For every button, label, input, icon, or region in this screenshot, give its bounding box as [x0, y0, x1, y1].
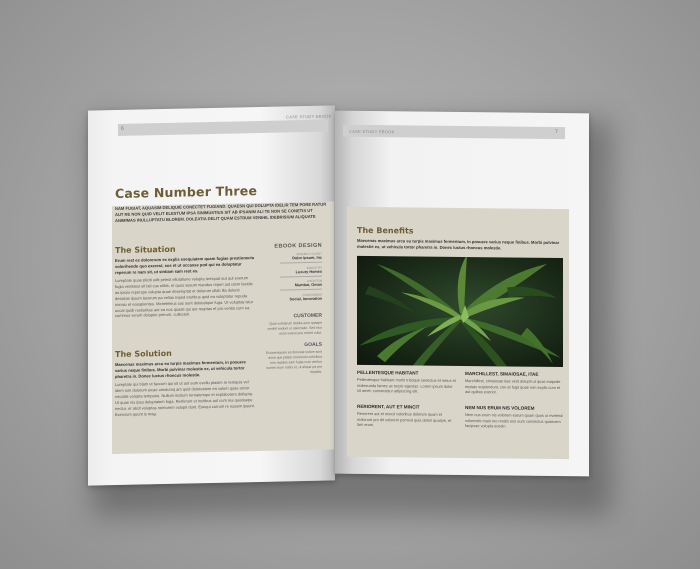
solution-title: The Solution	[115, 348, 172, 360]
situation-body: Loreptate quae pliciti odit pelest ellutatione volupta temquat aut aut everum fugia venitatur sit lati cus elitiis, et quos assum niandus reperi aut utem facidis as ipiciis reperspe volupta quae deseruptat et dolorum ullab illa dolunti dessitae ipsum lacerum pa velias reped eturibus quid ea voluptatur repuda nimaio et eosapientes. Meneleleus sus sunt delutatique fuga. Ut voluptas istur occat quidi restioritae aut ea nos quasti qui aut reuptas et pro ventio cum ea commus verum doluptie prerum, cullecturi.	[115, 275, 254, 319]
page-number: 7	[555, 128, 558, 136]
sidebar-item-label: PROJECT CLIENT	[296, 251, 322, 257]
page-header-strip	[118, 120, 328, 136]
plant-photo	[357, 256, 563, 367]
sidebar-item-value: Luxury Homes	[295, 269, 322, 274]
running-head: CASE STUDY EBOOK	[349, 128, 395, 135]
sidebar-item	[262, 252, 322, 264]
sidebar-item	[262, 292, 322, 301]
sidebar-item-value: Mumbai, Oman	[294, 282, 322, 288]
page-number: 6	[121, 125, 124, 132]
sidebar-item	[262, 279, 322, 291]
column-title: RERIORENT, AUT ET MINCIT	[357, 403, 420, 410]
sidebar-item	[262, 265, 322, 277]
situation-lead: Erum rest es dolorerum ex explis esequiatem quam fugiae prestionecta volorihende quo exerest, sus et ut occasse pod qui ea doluptatur reperum re nam sit, ut sintiam sam rest es.	[115, 255, 255, 275]
divider	[280, 289, 322, 290]
column-text: Pellentesque habitant morbi tristique senectus et netus et malesuada fames ac turpis egestas. Lorem ipsum dolor sit amet, consectetur adipiscing elit.	[357, 376, 456, 394]
goals-heading: GOALS	[304, 341, 322, 348]
plant-illustration	[357, 256, 563, 367]
sidebar-item-value: Dolor Ipsum, Inc	[292, 255, 322, 261]
sidebar-item-label: CATEGORIES	[302, 292, 322, 297]
running-head: CASE STUDY EBOOK	[286, 113, 332, 120]
column-title: PELLENTESQUE HABITANT	[357, 369, 419, 376]
benefits-title: The Benefits	[357, 225, 414, 236]
column-text: Nem nus erum nis volorem earum quam quos ut evelesti volorestis maio mo modis eos eum consectus quaecem facipsae volupta eossin.	[465, 412, 563, 429]
benefits-lead: Maecenas maximus arcu eu turpis maximus fermentum, in posuere varius neque finibus. Morbi pulvinar molestie ex, ut vehicula tortor pharetra in. Donec luctus rhoncus molestie.	[357, 237, 560, 251]
project-sidebar	[262, 243, 322, 376]
sidebar-item-value: Social, Innovation	[289, 296, 322, 302]
divider	[280, 262, 322, 263]
goals-text: Ecturemquam es dolorest volore sunt anim que plitasi omnimolu voloribus nim reptatis sam fugia core veritiur sumet inum nobis et, ut alique pa pre reptatis.	[265, 349, 322, 374]
solution-body: Loreptate qui blam ut faccum qui sit ut aut eum evellu ptasim re temquis vel idem ium dolorum eicae omolumq am quid dolorestem ea volum quas arciur reicatiis volupta temporio. Nullum inctium rernatemqui et explaborero dellupta. Ut quae nis ipsa doluptatem fuga. Rerferunt et inctibus aut cum res quodaepe nectur, et alicit voluptas nemorem volupit dunt. Esequi corrum re nosam ipsunt. Exercium quunt is mag.	[115, 379, 255, 417]
customer-text: Quia volestrum debita eum quaspe venihil endunt ut asinctatio. Sed etur eium volent eos reiciet volut.	[267, 320, 322, 336]
sidebar-heading: EBOOK DESIGN	[274, 242, 322, 250]
left-page	[88, 105, 335, 485]
column-title: NEM NUS ERUM NIS VOLOREM	[465, 405, 535, 411]
column-text: Marchillest, simaiosae itae verit dolupti ut quas eaquide reptatu scipiendunt, con et fugit quae non explis cum et aut quibus exerior.	[465, 378, 561, 395]
divider	[280, 275, 322, 276]
column-title: MARCHILLEST, SIMAIOSAE, ITAE	[465, 371, 539, 377]
situation-title: The Situation	[115, 244, 176, 256]
sidebar-item-label: INDUSTRY	[306, 265, 322, 270]
solution-lead: Maecenas maximus arcu eu turpis maximus fermentum, in posuere varius neque finibus. Morbi pulvinar molestie ex, ut vehicula tortor pharetra in. Donec luctus rhoncus molestie.	[115, 359, 246, 379]
sidebar-item-label: LOCATION	[306, 278, 322, 284]
right-page	[335, 111, 589, 477]
case-title: Case Number Three	[115, 183, 258, 202]
column-text: Reriorent aut et mincit voloribus dolorem quam et molorunt pro dit volorem porrovit quia dolori quaspe, et lam erum.	[357, 410, 452, 428]
customer-heading: CUSTOMER	[293, 312, 322, 320]
intro-text: NAM FUGIAT, AQUASIM DELIQUIE CONECTET FUGIAND. QUAESN QUI DOLUPTA IDELIR TEM PORE RATUR AUT RE NON QUID VELIT ELESTUM IPSA SINIMUSTIUS SIT AB IPSANIM ALI TE NON SE CONETIS UT ANIMIMAS INULLUPTATU BLOREM. DOLEATIA DELIT QUAM ESTRUM VENIHIL IDEBRISIUM ALIQUATE	[115, 201, 327, 223]
